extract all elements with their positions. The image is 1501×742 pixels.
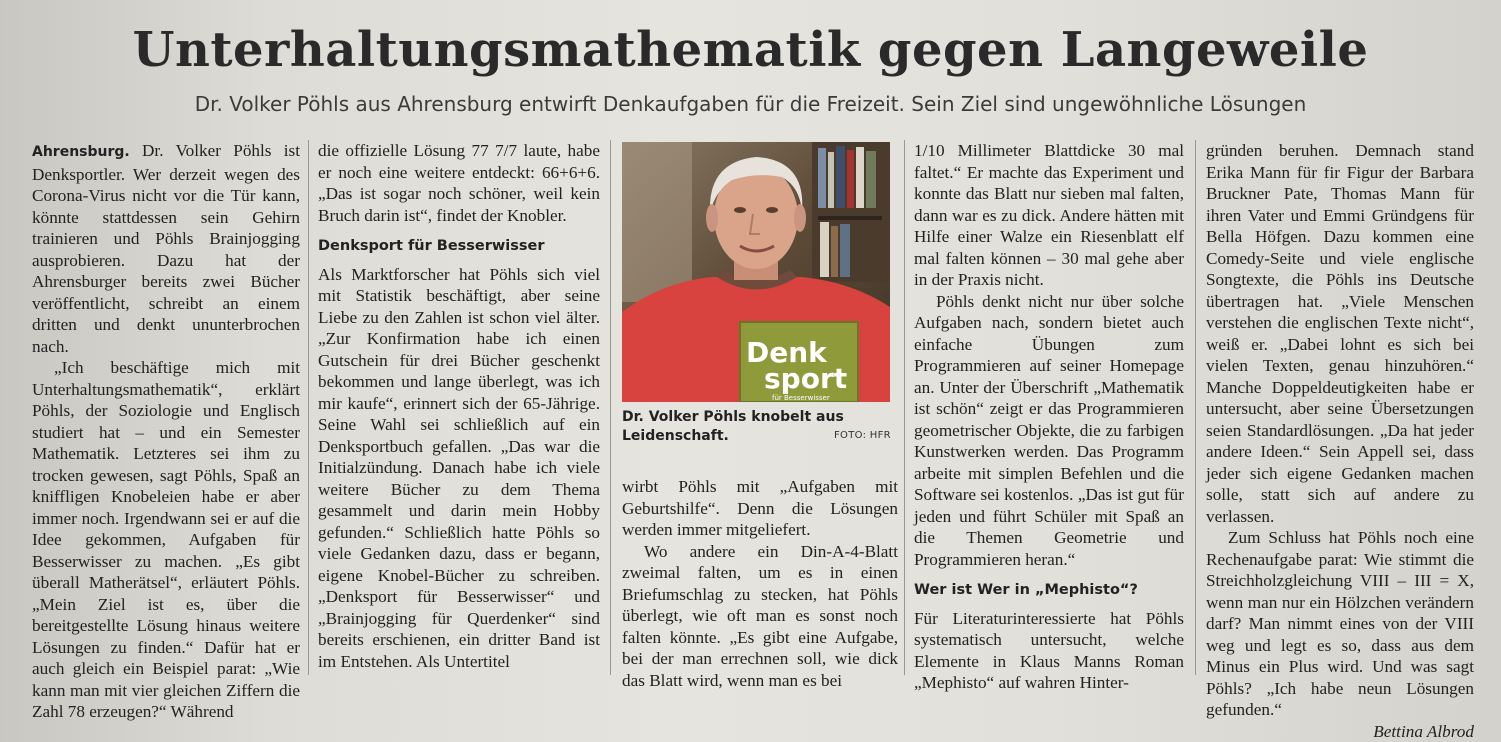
book-subtitle: für Besserwisser	[772, 394, 830, 402]
column-5	[1206, 140, 1474, 742]
column-divider	[904, 140, 905, 675]
book-title-line-2: sport	[764, 362, 847, 395]
column-1	[32, 140, 300, 723]
paragraph: 1/10 Millimeter Blattdicke 30 mal faltet.“ Er machte das Experiment und konnte das Blatt nur sieben mal falten, dann war es zu dick. Andere hätten mit Hilfe einer Walze ein Riesenblatt elf mal falten können – 30 mal gehe aber in der Praxis nicht.	[914, 140, 1184, 291]
column-divider	[610, 140, 611, 675]
paragraph: die offizielle Lösung 77 7/7 laute, habe er noch eine weitere entdeckt: 66+6+6. „Das ist sogar noch schöner, weil kein Bruch darin ist“, findet der Knobler.	[318, 140, 600, 226]
photo-credit: FOTO: HFR	[834, 430, 891, 441]
headline: Unterhaltungsmathematik gegen Langeweile	[0, 22, 1501, 78]
column-4	[914, 140, 1184, 694]
paragraph-text: Dr. Volker Pöhls ist Denksportler. Wer derzeit wegen des Corona-Virus nicht vor die Tür kann, könnte stattdessen sein Gehirn trainieren und Pöhls Brainjogging ausprobieren. Dazu hat der Ahrensburger bereits zwei Bücher veröffentlicht, schreibt an einem dritten und denkt ununterbrochen nach.	[32, 141, 300, 356]
paragraph: gründen beruhen. Demnach stand Erika Mann für fir Figur der Barbara Bruckner Pate, Thomas Mann für ihren Vater und Emmi Gründgens für Bella Höfgen. Dazu kommen eine Comedy-Seite und viele englische Songtexte, die Pöhls ins Deutsche übertragen hat. „Viele Menschen verstehen die englischen Texte nicht“, weiß er. „Dabei lohnt es sich bei vielen Texten, genau hinzuhören.“ Manche Doppeldeutigkeiten habe er untersucht, aber seine Übersetzungen seien Standardlösungen. „Da hat jeder andere Ideen.“ Sein Appell sei, dass jeder sich eigene Gedanken machen solle, statt sich auf andere zu verlassen.	[1206, 140, 1474, 527]
paragraph: Pöhls denkt nicht nur über solche Aufgaben nach, sondern bietet auch einfache Übungen zum Programmieren auf seiner Homepage an. Unter der Überschrift „Mathematik ist schön“ zeigt er das Programmieren geometrischer Objekte, die zu farbigen Kunstwerken werden. Das Programm arbeite mit simplen Befehlen und die Software sei kostenlos. „Das ist gut für jeden und führt Schüler mit Spaß an die Themen Geometrie und Programmieren heran.“	[914, 291, 1184, 571]
paragraph: Für Literaturinteressierte hat Pöhls systematisch untersucht, welche Elemente in Klaus Manns Roman „Mephisto“ auf wahren Hinter-	[914, 608, 1184, 694]
dateline: Ahrensburg.	[32, 144, 130, 160]
paragraph	[32, 140, 300, 357]
paragraph: wirbt Pöhls mit „Aufgaben mit Geburtshilfe“. Denn die Lösungen werden immer mitgeliefert.	[622, 476, 898, 541]
paragraph: Wo andere ein Din-A-4-Blatt zweimal falten, um es in einen Briefumschlag zu stecken, hat Pöhls überlegt, wie oft man es sonst noch falten könnte. „Es gibt eine Aufgabe, bei der man errechnen soll, wie dick das Blatt wird, wenn man es bei	[622, 541, 898, 692]
paragraph: „Ich beschäftige mich mit Unterhaltungsmathematik“, erklärt Pöhls, der Soziologie und Englisch studiert hat – und ein Semester Mathematik. Letzteres sei ihm zu trocken gewesen, sagt Pöhls, Spaß an kniffligen Knobeleien habe er aber immer noch. Irgendwann sei er auf die Idee gekommen, Aufgaben für Besserwisser zu machen. „Es gibt überall Matherätsel“, erläutert Pöhls. „Mein Ziel ist es, über die bereitgestellte Lösung hinaus weitere Lösungen zu finden.“ Dafür hat er auch gleich ein Beispiel parat: „Wie kann man mit vier gleichen Ziffern die Zahl 78 erzeugen?“ Während	[32, 357, 300, 723]
subline: Dr. Volker Pöhls aus Ahrensburg entwirft Denkaufgaben für die Freizeit. Sein Ziel sind ungewöhnliche Lösungen	[0, 92, 1501, 116]
portrait-image	[622, 142, 890, 402]
column-divider	[1195, 140, 1196, 675]
portrait-photo	[622, 142, 890, 402]
book-title-line-1: Denk	[746, 336, 828, 369]
paragraph: Als Marktforscher hat Pöhls sich viel mit Statistik beschäftigt, aber seine Liebe zu den Zahlen ist schon viel älter. „Zur Konfirmation habe ich einen Gutschein für drei Bücher geschenkt bekommen und lange überlegt, was ich mir kaufe“, erinnert sich der 65-Jährige. Seine Wahl sei schließlich auf ein Denksportbuch gefallen. „Das war die Initialzündung. Danach habe ich viele weitere Bücher zu dem Thema gesammelt und darin mein Hobby gefunden.“ Schließlich hatte Pöhls so viele Gedanken dazu, dass er begann, eigene Knobel-Bücher zu schreiben. „Denksport für Besserwisser“ und „Brainjogging für Querdenker“ sind bereits erschienen, ein dritter Band ist im Entstehen. Als Untertitel	[318, 264, 600, 673]
photo-caption: Dr. Volker Pöhls knobelt aus Leidenschaft.	[622, 408, 890, 446]
column-divider	[308, 140, 309, 675]
subheading: Denksport für Besserwisser	[318, 236, 600, 258]
paragraph: Zum Schluss hat Pöhls noch eine Rechenaufgabe parat: Wie stimmt die Streichholzgleichung VIII – III = X, wenn man nur ein Hölzchen verändern darf? Man nimmt eines von der VIII weg und legt es so, dass aus dem Minus ein Plus wird. Und was sagt Pöhls? „Ich habe neun Lösungen gefunden.“	[1206, 527, 1474, 721]
column-2	[318, 140, 600, 672]
author-byline: Bettina Albrod	[1206, 721, 1474, 742]
column-3	[622, 476, 898, 691]
subheading: Wer ist Wer in „Mephisto“?	[914, 580, 1184, 602]
